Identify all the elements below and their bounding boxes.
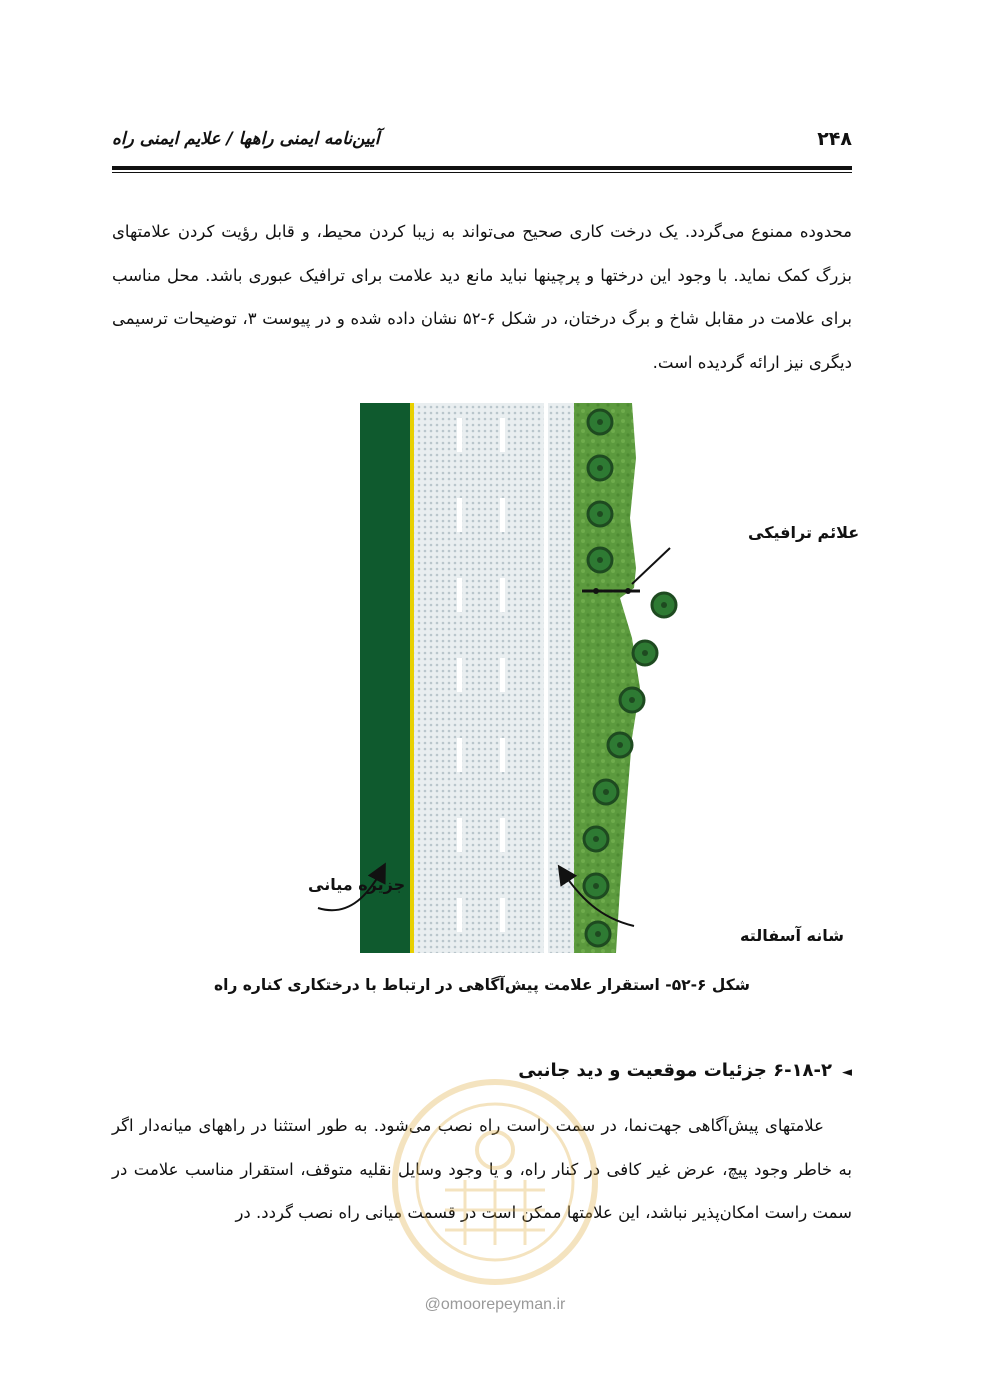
page-header (112, 128, 852, 158)
watermark-url: @omoorepeyman.ir (424, 1296, 566, 1313)
section-heading-text: ۶-۱۸-۲ جزئیات موقعیت و دید جانبی (518, 1060, 832, 1081)
running-title: آیین‌نامه ایمنی راهها / علایم ایمنی راه (112, 129, 380, 149)
label-traffic-signs: علائم ترافیکی (748, 523, 860, 542)
signs-leader-line (632, 548, 670, 584)
label-median: جزیره میانی (308, 875, 406, 894)
figure-road-diagram (200, 398, 860, 958)
figure-caption: شکل ۶-۵۲- استقرار علامت پیش‌آگاهی در ارتباط با درختکاری کناره راه (213, 976, 751, 994)
paragraph-2: علامتهای پیش‌آگاهی جهت‌نما، در سمت راست راه نصب می‌شود. به طور استثنا در راههای میانه‌دار اگر به خاطر وجود پیچ، عرض غیر کافی در کنار راه، و یا وجود وسایل نقلیه متوقف، استقرار مناسب علامت در سمت راست امکان‌پذیر نباشد، این علامتها ممکن است در قسمت میانی راه نصب گردد. در (112, 1116, 852, 1222)
median-edge-line (410, 403, 414, 953)
road-edge-line (544, 403, 548, 953)
header-rule-thick (112, 166, 852, 170)
triangle-bullet-icon: ◄ (842, 1065, 852, 1080)
page-number: ۲۴۸ (817, 128, 852, 150)
roadside-vegetation (574, 403, 640, 953)
header-rule-thin (112, 172, 852, 173)
paragraph-1: محدوده ممنوع می‌گردد. یک درخت کاری صحیح می‌تواند به زیبا کردن محیط، و قابل رؤیت کردن علامتهای بزرگ کمک نماید. با وجود این درختها و پرچینها نباید مانع دید علامت برای ترافیک عبوری باشد. محل مناسب برای علامت در مقابل شاخ و برگ درختان، در شکل ۶-۵۲ نشان داده شده و در پیوست ۳، توضیحات ترسیمی دیگری نیز ارائه گردیده است. (112, 222, 852, 372)
publisher-logo-icon (380, 1070, 610, 1300)
label-shoulder: شانه آسفالته (740, 926, 845, 945)
median-strip (360, 403, 410, 953)
